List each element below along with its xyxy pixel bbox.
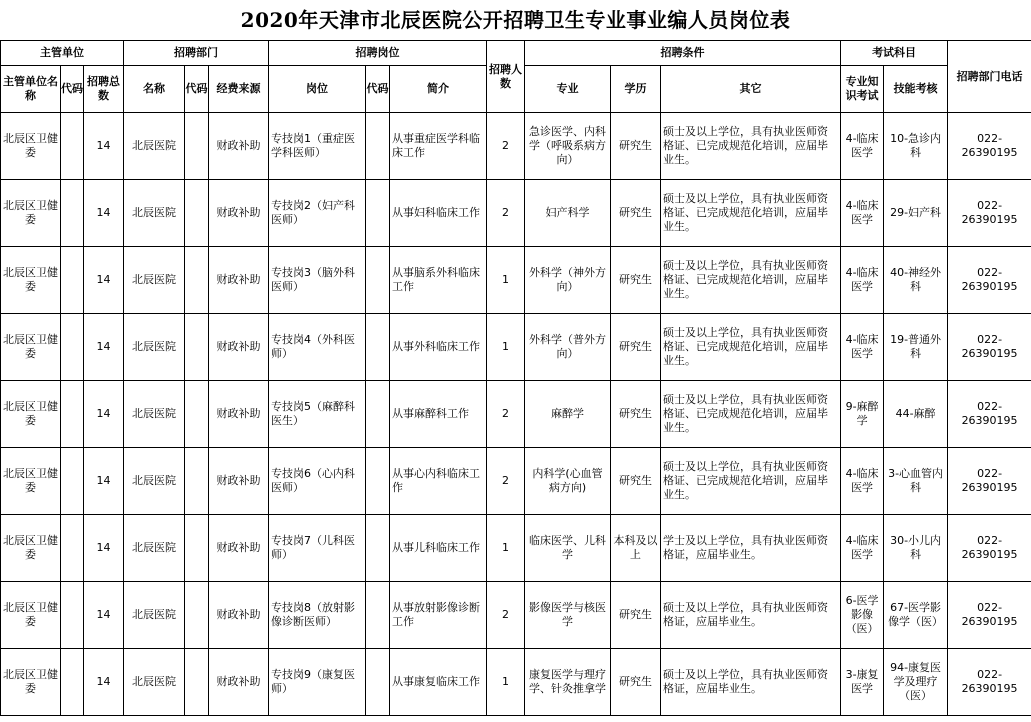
funding-cell: 财政补助 [209,582,269,649]
post-cell: 专技岗3（脑外科医师） [269,247,366,314]
page-title: 2020年天津市北辰医院公开招聘卫生专业事业编人员岗位表 [240,8,791,32]
positions-table [0,40,1031,716]
other-cell: 硕士及以上学位，具有执业医师资格证、已完成规范化培训，应届毕业生。 [661,180,841,247]
phone-cell: 022-26390195 [948,381,1031,448]
major-cell: 内科学(心血管病方向) [525,448,611,515]
table-row [1,582,1031,649]
table-row [1,649,1031,716]
dept-code-cell [185,113,209,180]
total-cell: 14 [84,113,124,180]
header-post-code: 代码 [366,66,390,113]
headcount-cell: 1 [487,247,525,314]
funding-cell: 财政补助 [209,247,269,314]
table-row [1,113,1031,180]
major-cell: 麻醉学 [525,381,611,448]
skill-exam-cell: 44-麻醉 [884,381,948,448]
headcount-cell: 1 [487,515,525,582]
phone-cell: 022-26390195 [948,582,1031,649]
unit-code-cell [61,448,84,515]
dept-name-cell: 北辰医院 [124,113,185,180]
phone-cell: 022-26390195 [948,314,1031,381]
intro-cell: 从事心内科临床工作 [390,448,487,515]
dept-code-cell [185,381,209,448]
header-position: 招聘岗位 [269,41,487,66]
dept-name-cell: 北辰医院 [124,247,185,314]
dept-code-cell [185,448,209,515]
dept-code-cell [185,582,209,649]
phone-cell: 022-26390195 [948,515,1031,582]
unit-code-cell [61,649,84,716]
dept-name-cell: 北辰医院 [124,515,185,582]
education-cell: 本科及以上 [611,515,661,582]
headcount-cell: 2 [487,448,525,515]
major-cell: 临床医学、儿科学 [525,515,611,582]
dept-code-cell [185,649,209,716]
education-cell: 研究生 [611,448,661,515]
unit-cell: 北辰区卫健委 [1,448,61,515]
headcount-cell: 1 [487,649,525,716]
post-cell: 专技岗6（心内科医师） [269,448,366,515]
header-skill-exam: 技能考核 [884,66,948,113]
total-cell: 14 [84,314,124,381]
skill-exam-cell: 94-康复医学及理疗（医） [884,649,948,716]
skill-exam-cell: 29-妇产科 [884,180,948,247]
knowledge-exam-cell: 9-麻醉学 [841,381,884,448]
knowledge-exam-cell: 6-医学影像（医） [841,582,884,649]
headcount-cell: 2 [487,180,525,247]
unit-code-cell [61,247,84,314]
total-cell: 14 [84,381,124,448]
post-cell: 专技岗4（外科医师） [269,314,366,381]
knowledge-exam-cell: 4-临床医学 [841,448,884,515]
header-total: 招聘总数 [84,66,124,113]
table-row [1,247,1031,314]
post-code-cell [366,381,390,448]
unit-code-cell [61,582,84,649]
funding-cell: 财政补助 [209,113,269,180]
total-cell: 14 [84,448,124,515]
knowledge-exam-cell: 3-康复医学 [841,649,884,716]
phone-cell: 022-26390195 [948,113,1031,180]
funding-cell: 财政补助 [209,381,269,448]
header-other: 其它 [661,66,841,113]
unit-cell: 北辰区卫健委 [1,247,61,314]
dept-code-cell [185,314,209,381]
knowledge-exam-cell: 4-临床医学 [841,113,884,180]
unit-cell: 北辰区卫健委 [1,649,61,716]
phone-cell: 022-26390195 [948,448,1031,515]
education-cell: 研究生 [611,582,661,649]
funding-cell: 财政补助 [209,314,269,381]
major-cell: 妇产科学 [525,180,611,247]
total-cell: 14 [84,649,124,716]
knowledge-exam-cell: 4-临床医学 [841,247,884,314]
intro-cell: 从事儿科临床工作 [390,515,487,582]
header-knowledge-exam: 专业知识考试 [841,66,884,113]
phone-cell: 022-26390195 [948,247,1031,314]
header-department: 招聘部门 [124,41,269,66]
intro-cell: 从事重症医学科临床工作 [390,113,487,180]
education-cell: 研究生 [611,180,661,247]
dept-code-cell [185,180,209,247]
unit-cell: 北辰区卫健委 [1,113,61,180]
intro-cell: 从事脑系外科临床工作 [390,247,487,314]
post-code-cell [366,113,390,180]
intro-cell: 从事外科临床工作 [390,314,487,381]
post-code-cell [366,515,390,582]
unit-cell: 北辰区卫健委 [1,582,61,649]
phone-cell: 022-26390195 [948,649,1031,716]
unit-code-cell [61,515,84,582]
other-cell: 硕士及以上学位，具有执业医师资格证，应届毕业生。 [661,582,841,649]
header-exam: 考试科目 [841,41,948,66]
skill-exam-cell: 40-神经外科 [884,247,948,314]
table-row [1,314,1031,381]
unit-code-cell [61,180,84,247]
skill-exam-cell: 30-小儿内科 [884,515,948,582]
other-cell: 学士及以上学位，具有执业医师资格证，应届毕业生。 [661,515,841,582]
intro-cell: 从事放射影像诊断工作 [390,582,487,649]
other-cell: 硕士及以上学位，具有执业医师资格证、已完成规范化培训，应届毕业生。 [661,247,841,314]
funding-cell: 财政补助 [209,649,269,716]
dept-name-cell: 北辰医院 [124,381,185,448]
unit-code-cell [61,113,84,180]
header-major: 专业 [525,66,611,113]
major-cell: 康复医学与理疗学、针灸推拿学 [525,649,611,716]
post-code-cell [366,247,390,314]
post-cell: 专技岗5（麻醉科医生） [269,381,366,448]
table-row [1,180,1031,247]
header-dept-code: 代码 [185,66,209,113]
skill-exam-cell: 67-医学影像学（医） [884,582,948,649]
major-cell: 急诊医学、内科学（呼吸系病方向） [525,113,611,180]
header-supervisor-code: 代码 [61,66,84,113]
unit-cell: 北辰区卫健委 [1,515,61,582]
knowledge-exam-cell: 4-临床医学 [841,515,884,582]
table-row [1,448,1031,515]
education-cell: 研究生 [611,113,661,180]
unit-code-cell [61,381,84,448]
total-cell: 14 [84,582,124,649]
major-cell: 外科学（普外方向） [525,314,611,381]
post-code-cell [366,448,390,515]
post-code-cell [366,649,390,716]
major-cell: 影像医学与核医学 [525,582,611,649]
education-cell: 研究生 [611,649,661,716]
major-cell: 外科学（神外方向） [525,247,611,314]
education-cell: 研究生 [611,381,661,448]
funding-cell: 财政补助 [209,448,269,515]
header-supervisor-name: 主管单位名称 [1,66,61,113]
other-cell: 硕士及以上学位，具有执业医师资格证、已完成规范化培训，应届毕业生。 [661,448,841,515]
header-post: 岗位 [269,66,366,113]
dept-name-cell: 北辰医院 [124,180,185,247]
post-cell: 专技岗8（放射影像诊断医师） [269,582,366,649]
header-funding: 经费来源 [209,66,269,113]
skill-exam-cell: 19-普通外科 [884,314,948,381]
total-cell: 14 [84,247,124,314]
education-cell: 研究生 [611,247,661,314]
table-row [1,381,1031,448]
dept-name-cell: 北辰医院 [124,448,185,515]
intro-cell: 从事麻醉科工作 [390,381,487,448]
unit-code-cell [61,314,84,381]
knowledge-exam-cell: 4-临床医学 [841,180,884,247]
post-cell: 专技岗9（康复医师） [269,649,366,716]
other-cell: 硕士及以上学位，具有执业医师资格证、已完成规范化培训，应届毕业生。 [661,381,841,448]
unit-cell: 北辰区卫健委 [1,314,61,381]
funding-cell: 财政补助 [209,515,269,582]
header-intro: 简介 [390,66,487,113]
total-cell: 14 [84,180,124,247]
unit-cell: 北辰区卫健委 [1,180,61,247]
dept-code-cell [185,515,209,582]
dept-name-cell: 北辰医院 [124,314,185,381]
other-cell: 硕士及以上学位，具有执业医师资格证、已完成规范化培训，应届毕业生。 [661,113,841,180]
post-cell: 专技岗1（重症医学科医师） [269,113,366,180]
headcount-cell: 1 [487,314,525,381]
funding-cell: 财政补助 [209,180,269,247]
post-code-cell [366,314,390,381]
headcount-cell: 2 [487,381,525,448]
other-cell: 硕士及以上学位，具有执业医师资格证，应届毕业生。 [661,649,841,716]
dept-name-cell: 北辰医院 [124,649,185,716]
unit-cell: 北辰区卫健委 [1,381,61,448]
headcount-cell: 2 [487,582,525,649]
header-conditions: 招聘条件 [525,41,841,66]
header-dept-name: 名称 [124,66,185,113]
post-cell: 专技岗2（妇产科医师） [269,180,366,247]
header-headcount: 招聘人数 [487,41,525,113]
intro-cell: 从事妇科临床工作 [390,180,487,247]
phone-cell: 022-26390195 [948,180,1031,247]
headcount-cell: 2 [487,113,525,180]
header-phone: 招聘部门电话 [948,41,1031,113]
education-cell: 研究生 [611,314,661,381]
knowledge-exam-cell: 4-临床医学 [841,314,884,381]
group-header-row [1,41,1031,66]
post-cell: 专技岗7（儿科医师） [269,515,366,582]
total-cell: 14 [84,515,124,582]
table-body [1,113,1031,716]
skill-exam-cell: 10-急诊内科 [884,113,948,180]
dept-code-cell [185,247,209,314]
table-row [1,515,1031,582]
post-code-cell [366,180,390,247]
skill-exam-cell: 3-心血管内科 [884,448,948,515]
other-cell: 硕士及以上学位，具有执业医师资格证、已完成规范化培训，应届毕业生。 [661,314,841,381]
header-education: 学历 [611,66,661,113]
dept-name-cell: 北辰医院 [124,582,185,649]
header-supervisor: 主管单位 [1,41,124,66]
intro-cell: 从事康复临床工作 [390,649,487,716]
post-code-cell [366,582,390,649]
